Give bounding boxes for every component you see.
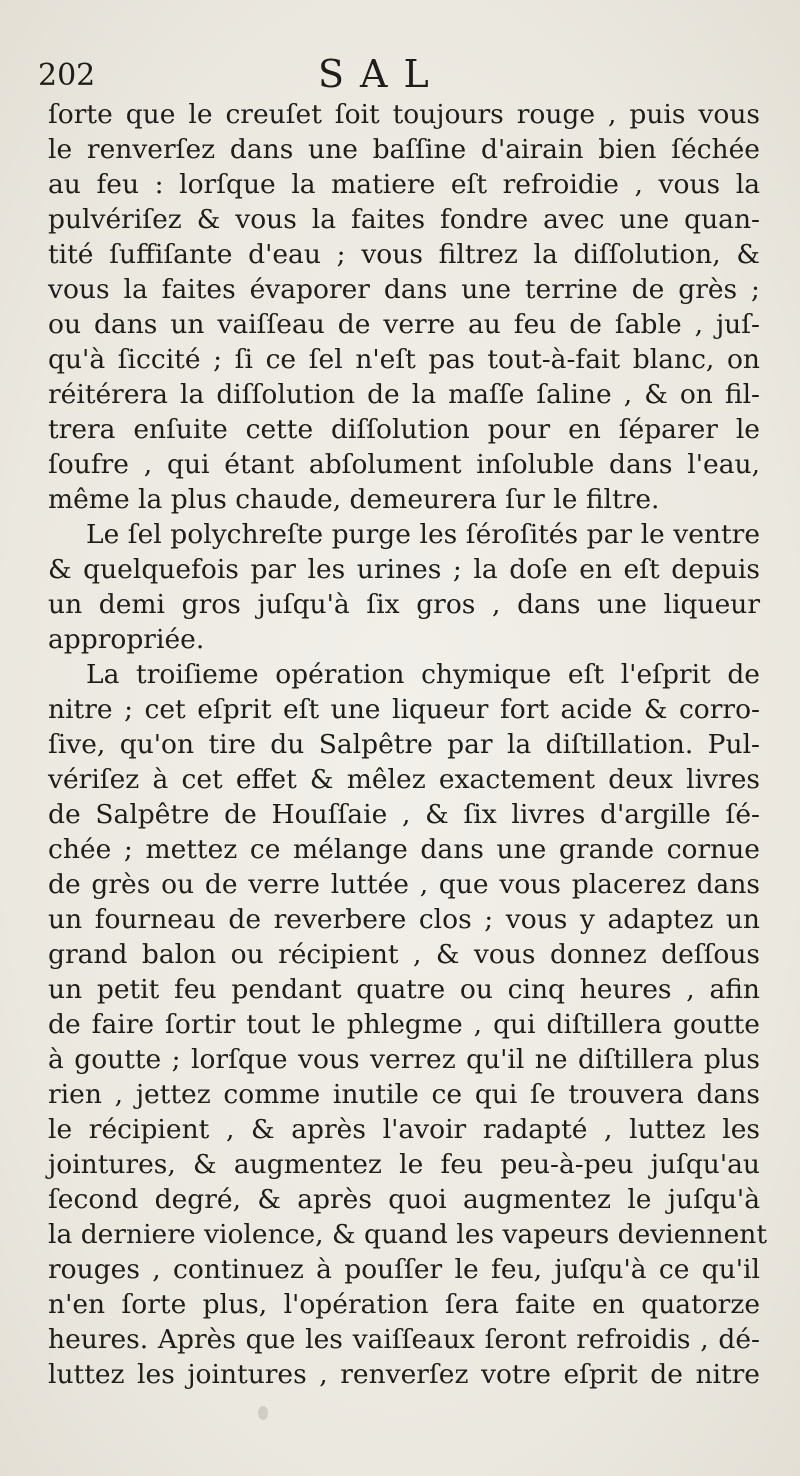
text-line: au feu : lorſque la matiere eſt refroidie , vous la xyxy=(48,169,760,200)
text-line: luttez les jointures , renverſez votre eſprit de nitre xyxy=(48,1359,760,1390)
text-line: un fourneau de reverbere clos ; vous y adaptez un xyxy=(48,904,760,935)
text-line: un demi gros juſqu'à ſix gros , dans une liqueur xyxy=(48,589,760,620)
paper-speck xyxy=(258,1406,268,1420)
text-line: tité ſuffiſante d'eau ; vous filtrez la diſſolution, & xyxy=(48,239,760,270)
text-line: n'en ſorte plus, l'opération ſera faite en quatorze xyxy=(48,1289,760,1320)
text-line: la derniere violence, & quand les vapeurs deviennent xyxy=(48,1219,767,1250)
text-line: ſive, qu'on tire du Salpêtre par la diſtillation. Pul- xyxy=(48,729,760,760)
text-line: le récipient , & après l'avoir radapté , luttez les xyxy=(48,1114,760,1145)
paragraph-start-line: Le ſel polychreſte purge les ſéroſités par le ventre xyxy=(86,519,760,550)
text-line: pulvériſez & vous la faites fondre avec une quan- xyxy=(48,204,760,235)
text-line: vous la faites évaporer dans une terrine de grès ; xyxy=(48,274,760,305)
text-line: ſorte que le creuſet ſoit toujours rouge , puis vous xyxy=(48,99,760,130)
paragraph-end-line: même la plus chaude, demeurera ſur le filtre. xyxy=(48,484,660,515)
paragraph-start-line: La troiſieme opération chymique eſt l'eſprit de xyxy=(86,659,760,690)
page-header xyxy=(0,52,800,102)
text-line: réitérera la diſſolution de la maſſe ſaline , & on fil- xyxy=(48,379,760,410)
page-number: 202 xyxy=(38,58,96,93)
body-text xyxy=(48,97,767,1392)
text-line: de Salpêtre de Houſſaie , & ſix livres d'argille ſé- xyxy=(48,799,760,830)
text-line: jointures, & augmentez le feu peu-à-peu juſqu'au xyxy=(48,1149,760,1180)
text-line: un petit feu pendant quatre ou cinq heures , afin xyxy=(48,974,760,1005)
text-line: vériſez à cet effet & mêlez exactement deux livres xyxy=(48,764,760,795)
text-line: ou dans un vaiſſeau de verre au feu de ſable , juſ- xyxy=(48,309,760,340)
text-line: ſecond degré, & après quoi augmentez le juſqu'à xyxy=(48,1184,760,1215)
text-line: rien , jettez comme inutile ce qui ſe trouvera dans xyxy=(48,1079,760,1110)
text-line: rouges , continuez à pouſſer le feu, juſqu'à ce qu'il xyxy=(48,1254,760,1285)
text-line: trera enſuite cette diſſolution pour en ſéparer le xyxy=(48,414,760,445)
text-line: chée ; mettez ce mélange dans une grande cornue xyxy=(48,834,760,865)
text-line: nitre ; cet eſprit eſt une liqueur fort acide & corro- xyxy=(48,694,760,725)
text-line: le renverſez dans une baſſine d'airain bien ſéchée xyxy=(48,134,760,165)
text-line: heures. Après que les vaiſſeaux ſeront refroidis , dé- xyxy=(48,1324,760,1355)
text-line: grand balon ou récipient , & vous donnez deſſous xyxy=(48,939,760,970)
text-line: ſoufre , qui étant abſolument inſoluble dans l'eau, xyxy=(48,449,760,480)
text-line: de faire ſortir tout le phlegme , qui diſtillera goutte xyxy=(48,1009,760,1040)
text-line: de grès ou de verre luttée , que vous placerez dans xyxy=(48,869,760,900)
text-line: & quelquefois par les urines ; la doſe en eſt depuis xyxy=(48,554,760,585)
paragraph-end-line: appropriée. xyxy=(48,624,205,655)
text-line: à goutte ; lorſque vous verrez qu'il ne diſtillera plus xyxy=(48,1044,760,1075)
text-line: qu'à ſiccité ; ſi ce ſel n'eſt pas tout-à-fait blanc, on xyxy=(48,344,760,375)
running-head: SAL xyxy=(318,52,445,96)
